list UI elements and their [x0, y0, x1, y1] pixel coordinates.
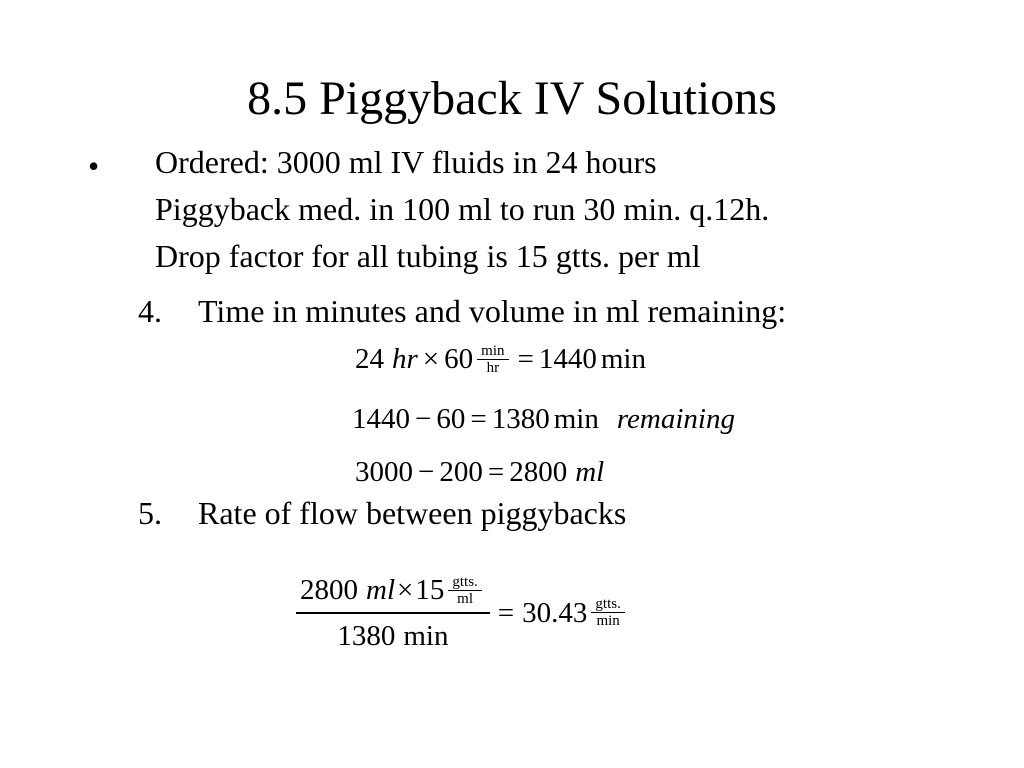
eq-result: 1380	[491, 403, 550, 435]
eq-unit: ml	[366, 574, 395, 606]
rate-denominator	[337, 614, 448, 658]
eq-operator: =	[487, 456, 505, 488]
eq-value: 2800	[300, 574, 358, 606]
fraction-denominator: min	[596, 613, 620, 630]
eq-operator: −	[418, 456, 435, 488]
eq-value: 60	[436, 403, 466, 435]
step-text: Time in minutes and volume in ml remaining:	[198, 293, 787, 329]
eq-operator: ×	[397, 574, 414, 606]
rate-fraction	[296, 568, 490, 658]
eq-unit: min	[600, 343, 646, 375]
fraction-numerator: min	[481, 342, 505, 359]
step-number: 5.	[138, 495, 162, 531]
step-4	[138, 291, 786, 331]
unit-fraction	[593, 596, 622, 629]
eq-value: 15	[415, 574, 445, 606]
eq-value: 200	[439, 456, 483, 488]
eq-value: 3000	[355, 456, 413, 488]
eq-unit: min	[403, 619, 449, 652]
eq-unit: min	[553, 403, 599, 435]
bullet-marker: •	[88, 148, 100, 184]
unit-fraction	[479, 343, 506, 376]
eq-unit: ml	[575, 456, 605, 488]
eq-operator: =	[497, 596, 515, 629]
eq-operator: =	[517, 343, 534, 375]
rate-numerator	[296, 568, 490, 612]
step-text: Rate of flow between piggybacks	[198, 495, 627, 531]
eq-unit: hr	[392, 343, 418, 375]
step-number: 4.	[138, 293, 162, 329]
equation-volume-remaining	[355, 455, 604, 489]
eq-operator: =	[470, 403, 487, 435]
eq-result: 1440	[538, 343, 597, 375]
eq-result: 30.43	[522, 596, 588, 629]
fraction-numerator: gtts.	[452, 573, 478, 590]
eq-value: 60	[444, 343, 474, 375]
eq-result: 2800	[509, 456, 568, 488]
bullet-line: Piggyback med. in 100 ml to run 30 min. q.12h.	[155, 191, 770, 227]
unit-fraction	[450, 574, 479, 607]
eq-value: 1380	[337, 619, 396, 652]
eq-value: 1440	[352, 403, 410, 435]
eq-value: 24	[355, 343, 384, 375]
equation-hours-to-minutes	[355, 342, 646, 376]
bullet-line: Ordered: 3000 ml IV fluids in 24 hours	[155, 144, 657, 180]
bullet-text	[155, 139, 769, 280]
eq-operator: ×	[422, 343, 440, 375]
step-5	[138, 493, 626, 533]
bullet-line: Drop factor for all tubing is 15 gtts. per ml	[155, 238, 701, 274]
eq-note: remaining	[616, 403, 735, 435]
eq-operator: −	[415, 403, 432, 435]
slide-title: 8.5 Piggyback IV Solutions	[247, 72, 777, 125]
equation-flow-rate	[296, 568, 629, 658]
equation-minutes-remaining	[352, 402, 735, 436]
fraction-numerator: gtts.	[595, 596, 621, 613]
fraction-denominator: hr	[486, 359, 500, 376]
fraction-denominator: ml	[457, 590, 473, 607]
